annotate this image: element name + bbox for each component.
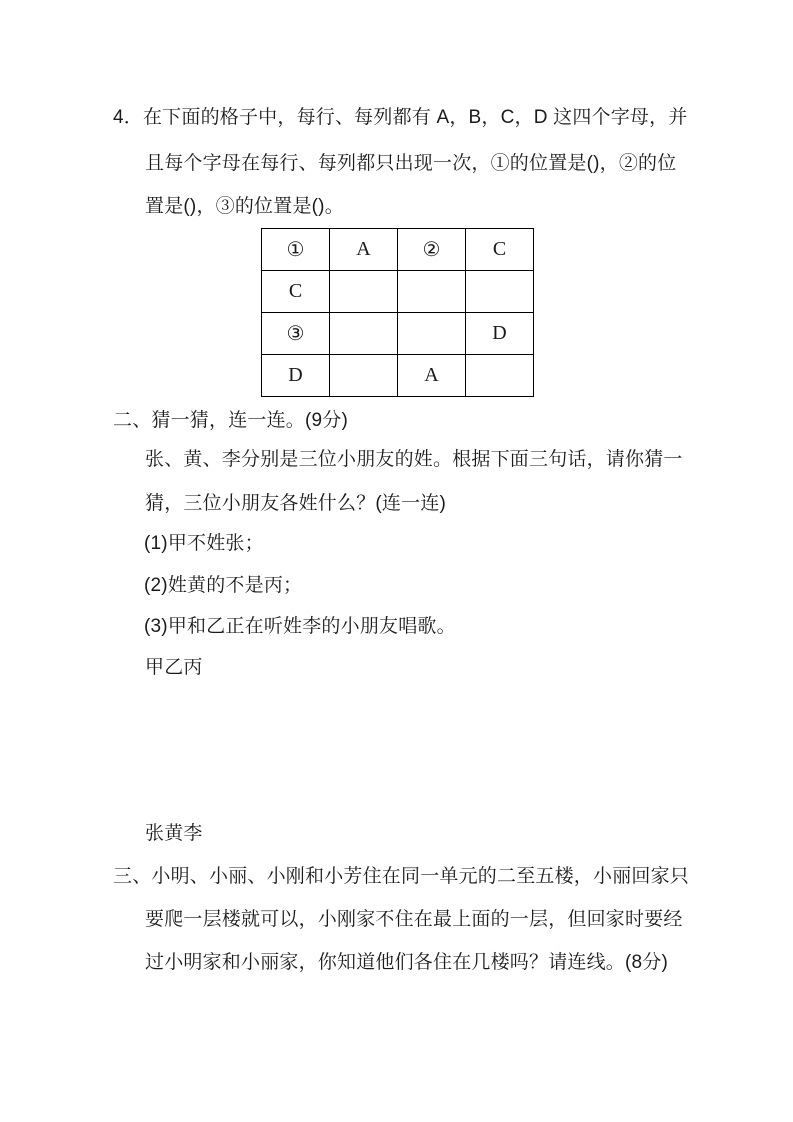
grid-cell-r1c3: ② — [398, 229, 466, 271]
grid-cell-r2c3 — [398, 271, 466, 313]
grid-cell-r1c4: C — [466, 229, 534, 271]
persons-row-label: 甲乙丙 — [145, 657, 203, 678]
section-three-line-1: 三、小明、小丽、小刚和小芳住在同一单元的二至五楼，小丽回家只 — [113, 866, 690, 887]
grid-row-4 — [262, 355, 534, 397]
grid-cell-r1c2: A — [330, 229, 398, 271]
question-4-line-3: 置是()，③的位置是()。 — [145, 196, 344, 217]
grid-cell-r4c4 — [466, 355, 534, 397]
clue-2: (2)姓黄的不是丙； — [144, 575, 303, 596]
section-three-line-3: 过小明家和小丽家，你知道他们各住在几楼吗？请连线。(8分) — [145, 952, 669, 973]
section-two-intro-line-1: 张、黄、李分别是三位小朋友的姓。根据下面三句话，请你猜一 — [145, 449, 683, 470]
grid-cell-r4c1: D — [262, 355, 330, 397]
section-two-intro-line-2: 猜，三位小朋友各姓什么？(连一连) — [145, 493, 447, 514]
clue-3: (3)甲和乙正在听姓李的小朋友唱歌。 — [144, 616, 456, 637]
clue-1: (1)甲不姓张； — [144, 533, 264, 554]
question-4-line-2: 且每个字母在每行、每列都只出现一次，①的位置是()，②的位 — [145, 153, 677, 174]
grid-cell-r3c1: ③ — [262, 313, 330, 355]
letter-grid-table — [261, 228, 534, 397]
grid-cell-r4c3: A — [398, 355, 466, 397]
section-two-heading: 二、猜一猜，连一连。(9分) — [113, 410, 349, 431]
grid-cell-r3c4: D — [466, 313, 534, 355]
section-three-line-2: 要爬一层楼就可以，小刚家不住在最上面的一层，但回家时要经 — [145, 909, 683, 930]
grid-cell-r3c3 — [398, 313, 466, 355]
grid-row-3 — [262, 313, 534, 355]
grid-cell-r2c2 — [330, 271, 398, 313]
question-4-line-1: 4．在下面的格子中，每行、每列都有 A，B，C，D 这四个字母，并 — [113, 107, 688, 128]
grid-cell-r2c4 — [466, 271, 534, 313]
grid-cell-r3c2 — [330, 313, 398, 355]
grid-cell-r2c1: C — [262, 271, 330, 313]
surnames-row-label: 张黄李 — [145, 823, 203, 844]
grid-cell-r1c1: ① — [262, 229, 330, 271]
grid-row-1 — [262, 229, 534, 271]
grid-row-2 — [262, 271, 534, 313]
grid-cell-r4c2 — [330, 355, 398, 397]
